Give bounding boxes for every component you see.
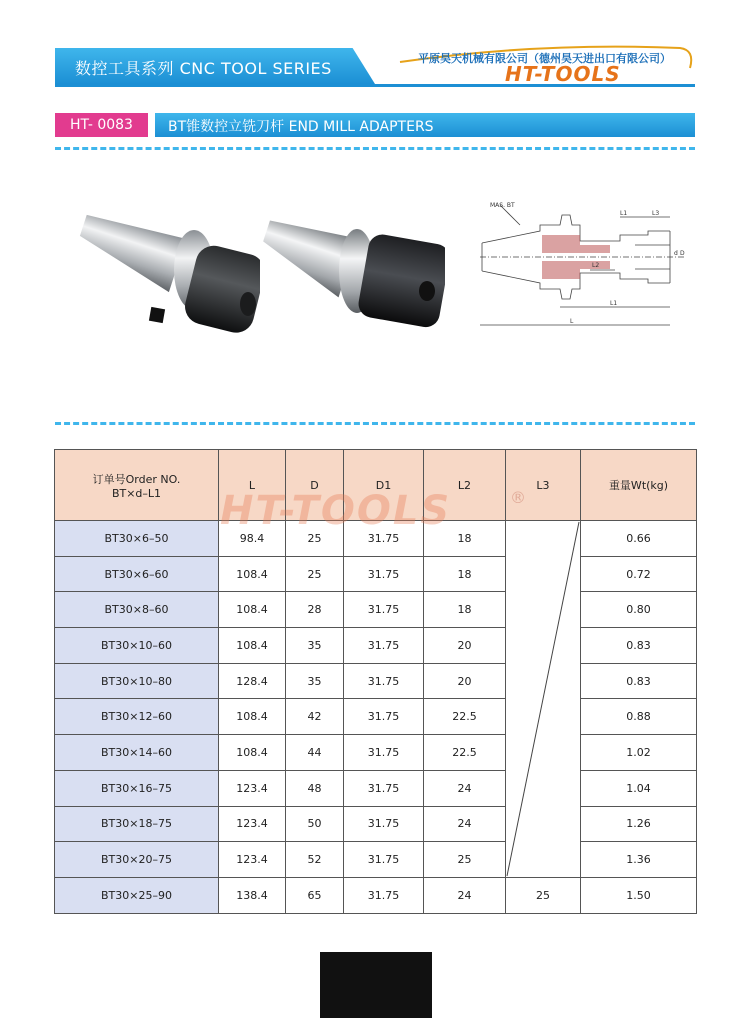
cell-l2: 22.5 — [424, 699, 506, 735]
cell-order: BT30×14–60 — [55, 735, 219, 771]
table-row — [55, 806, 697, 842]
cell-d: 48 — [286, 770, 344, 806]
cell-wt: 1.02 — [581, 735, 697, 771]
cell-l2: 24 — [424, 806, 506, 842]
cell-d1: 31.75 — [344, 521, 424, 557]
cell-l: 108.4 — [219, 699, 286, 735]
cell-d: 52 — [286, 842, 344, 878]
dashed-divider-top — [55, 147, 695, 150]
dashed-divider-bottom — [55, 422, 695, 425]
cell-l2: 24 — [424, 770, 506, 806]
cell-d1: 31.75 — [344, 770, 424, 806]
header-L2: L2 — [424, 450, 506, 521]
cell-order: BT30×12–60 — [55, 699, 219, 735]
cell-wt: 0.88 — [581, 699, 697, 735]
cell-d: 25 — [286, 521, 344, 557]
table-row — [55, 877, 697, 913]
cell-wt: 1.36 — [581, 842, 697, 878]
cell-order: BT30×16–75 — [55, 770, 219, 806]
cell-d1: 31.75 — [344, 663, 424, 699]
cell-l: 108.4 — [219, 592, 286, 628]
header-D1: D1 — [344, 450, 424, 521]
cell-l: 123.4 — [219, 770, 286, 806]
table-row — [55, 735, 697, 771]
header-order-line2: BT×d–L1 — [111, 486, 162, 500]
cell-wt: 0.66 — [581, 521, 697, 557]
brand-logo-text: HT-TOOLS — [505, 62, 621, 86]
technical-drawing — [470, 195, 695, 335]
product-code-badge: HT- 0083 — [55, 113, 148, 137]
cell-d: 50 — [286, 806, 344, 842]
cell-l: 108.4 — [219, 735, 286, 771]
section-title: BT锥数控立铣刀杆 END MILL ADAPTERS — [168, 119, 434, 135]
table-row — [55, 699, 697, 735]
cell-d: 42 — [286, 699, 344, 735]
cell-l2: 24 — [424, 877, 506, 913]
cell-order: BT30×6–60 — [55, 556, 219, 592]
cell-l: 108.4 — [219, 628, 286, 664]
cell-d1: 31.75 — [344, 842, 424, 878]
product-photo-side — [70, 200, 260, 340]
cell-l: 98.4 — [219, 521, 286, 557]
cell-d: 28 — [286, 592, 344, 628]
cell-wt: 1.04 — [581, 770, 697, 806]
diagram-label-l1-top: L1 — [620, 210, 628, 217]
watermark-logo: HT-TOOLS — [220, 488, 452, 534]
cell-l2: 18 — [424, 556, 506, 592]
header-L3: L3 — [506, 450, 581, 521]
header-order-line1: 订单号Order NO. — [92, 472, 181, 486]
cell-l2: 22.5 — [424, 735, 506, 771]
cell-order: BT30×6–50 — [55, 521, 219, 557]
l3-diagonal-line — [505, 520, 581, 878]
cell-l: 138.4 — [219, 877, 286, 913]
cell-d: 35 — [286, 663, 344, 699]
diagram-label-l1: L1 — [610, 300, 618, 307]
cell-l: 123.4 — [219, 842, 286, 878]
cell-l3: 25 — [506, 877, 581, 913]
header-weight: 重量Wt(kg) — [581, 450, 697, 521]
cell-d1: 31.75 — [344, 735, 424, 771]
cell-d1: 31.75 — [344, 556, 424, 592]
cell-l2: 20 — [424, 663, 506, 699]
cell-order: BT30×18–75 — [55, 806, 219, 842]
cell-order: BT30×25–90 — [55, 877, 219, 913]
header-D: D — [286, 450, 344, 521]
cell-l2: 20 — [424, 628, 506, 664]
diagram-label-mas: MAS. BT — [490, 202, 515, 209]
cell-l: 128.4 — [219, 663, 286, 699]
table-row — [55, 592, 697, 628]
cell-l2: 18 — [424, 521, 506, 557]
cell-d1: 31.75 — [344, 806, 424, 842]
cell-wt: 0.72 — [581, 556, 697, 592]
diagram-label-l3: L3 — [652, 210, 660, 217]
diagram-label-l2: L2 — [592, 262, 600, 269]
cell-l2: 18 — [424, 592, 506, 628]
table-row — [55, 556, 697, 592]
cell-d1: 31.75 — [344, 877, 424, 913]
cell-d1: 31.75 — [344, 592, 424, 628]
cell-d: 44 — [286, 735, 344, 771]
cell-wt: 0.83 — [581, 628, 697, 664]
cell-l: 123.4 — [219, 806, 286, 842]
company-name: 平原昊天机械有限公司（德州昊天进出口有限公司） — [418, 52, 671, 65]
cell-wt: 0.80 — [581, 592, 697, 628]
cell-d1: 31.75 — [344, 699, 424, 735]
watermark-registered-mark: ® — [510, 488, 526, 507]
cell-d: 25 — [286, 556, 344, 592]
header-order-no — [55, 450, 219, 521]
table-row — [55, 842, 697, 878]
cell-d: 65 — [286, 877, 344, 913]
footer-black-block — [320, 952, 432, 1018]
cell-order: BT30×10–80 — [55, 663, 219, 699]
cell-order: BT30×20–75 — [55, 842, 219, 878]
series-title: 数控工具系列 CNC TOOL SERIES — [75, 59, 332, 78]
diagram-label-D: D — [680, 250, 685, 257]
cell-order: BT30×8–60 — [55, 592, 219, 628]
cell-wt: 1.26 — [581, 806, 697, 842]
cell-order: BT30×10–60 — [55, 628, 219, 664]
cell-d1: 31.75 — [344, 628, 424, 664]
cell-d: 35 — [286, 628, 344, 664]
diagram-label-d: d — [674, 250, 678, 257]
brand-logo — [505, 62, 621, 86]
table-row — [55, 628, 697, 664]
cell-l: 108.4 — [219, 556, 286, 592]
diagram-label-l: L — [570, 318, 574, 325]
table-row — [55, 770, 697, 806]
table-row — [55, 663, 697, 699]
product-photo-angle — [255, 205, 445, 330]
cell-wt: 1.50 — [581, 877, 697, 913]
cell-l2: 25 — [424, 842, 506, 878]
cell-wt: 0.83 — [581, 663, 697, 699]
header-L: L — [219, 450, 286, 521]
